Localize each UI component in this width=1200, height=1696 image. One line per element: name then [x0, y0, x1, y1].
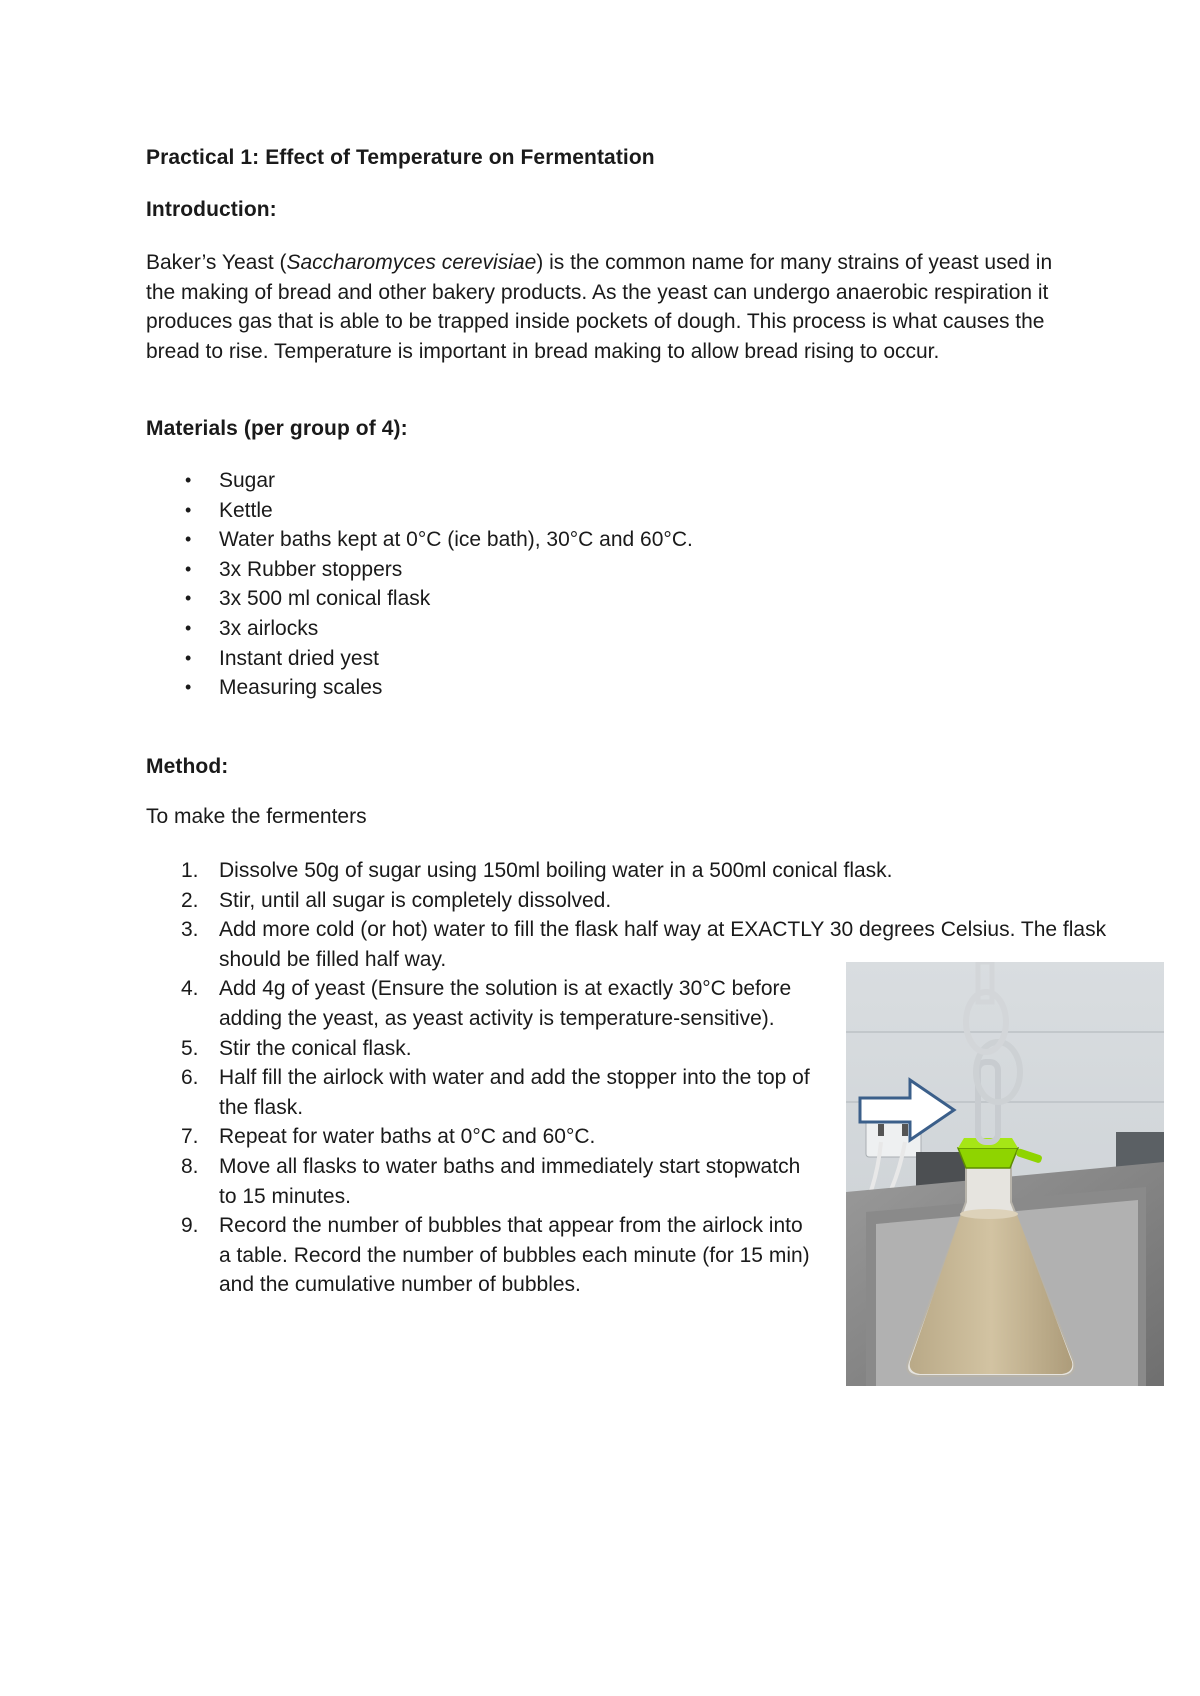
method-step	[146, 856, 1164, 886]
step-number: 7.	[181, 1125, 199, 1149]
materials-item-label: 3x 500 ml conical flask	[219, 587, 431, 611]
method-step	[146, 1122, 819, 1152]
method-step	[146, 974, 819, 1033]
introduction-paragraph	[146, 248, 1081, 366]
method-step	[146, 1152, 819, 1211]
bullet-icon: •	[185, 677, 192, 698]
fermenter-photo	[846, 962, 1164, 1386]
bullet-icon: •	[185, 529, 192, 550]
step-text: Add more cold (or hot) water to fill the flask half way at EXACTLY 30 degrees Celsius. The flask should be filled half way.	[219, 918, 1107, 971]
materials-item	[146, 525, 693, 555]
method-step	[146, 1063, 819, 1122]
step-number: 5.	[181, 1036, 199, 1060]
materials-item-label: Instant dried yest	[219, 646, 379, 670]
step-text: Half fill the airlock with water and add the stopper into the top of the flask.	[219, 1066, 810, 1119]
step-number: 1.	[181, 859, 199, 882]
fermenter-photo-illustration	[846, 962, 1164, 1386]
step-text: Dissolve 50g of sugar using 150ml boiling water in a 500ml conical flask.	[219, 859, 893, 882]
step-text: Stir the conical flask.	[219, 1036, 412, 1060]
materials-item	[146, 555, 693, 585]
bullet-icon: •	[185, 558, 192, 579]
materials-item	[146, 466, 693, 496]
materials-item-label: Sugar	[219, 469, 276, 492]
bullet-icon: •	[185, 647, 192, 668]
step-text: Record the number of bubbles that appear from the airlock into a table. Record the number of bubbles each minute (for 15 min) and the cumulative number of bubbles.	[219, 1214, 810, 1297]
bullet-icon: •	[185, 617, 192, 638]
materials-item	[146, 673, 693, 703]
method-step	[146, 886, 1164, 916]
bullet-icon: •	[185, 588, 192, 609]
materials-item-label: Kettle	[219, 498, 273, 522]
introduction-heading: Introduction:	[146, 198, 277, 221]
step-text: Repeat for water baths at 0°C and 60°C.	[219, 1125, 596, 1149]
method-step	[146, 1034, 819, 1064]
step-number: 6.	[181, 1066, 199, 1090]
step-number: 2.	[181, 888, 199, 912]
step-number: 8.	[181, 1154, 199, 1178]
step-number: 4.	[181, 977, 199, 1001]
materials-heading: Materials (per group of 4):	[146, 417, 408, 440]
bullet-icon: •	[185, 470, 192, 490]
materials-item-label: 3x Rubber stoppers	[219, 557, 403, 581]
method-step	[146, 1211, 819, 1300]
materials-item	[146, 614, 693, 644]
materials-item-label: Measuring scales	[219, 676, 383, 700]
step-text: Move all flasks to water baths and immediately start stopwatch to 15 minutes.	[219, 1154, 801, 1208]
materials-item	[146, 496, 693, 526]
document-title: Practical 1: Effect of Temperature on Fermentation	[146, 146, 655, 169]
materials-list	[146, 466, 693, 703]
bullet-icon: •	[185, 499, 192, 520]
materials-item-label: Water baths kept at 0°C (ice bath), 30°C and 60°C.	[219, 528, 693, 552]
step-number: 3.	[181, 918, 199, 942]
materials-item-label: 3x airlocks	[219, 616, 319, 640]
intro-text-start: Baker’s Yeast (	[146, 251, 287, 274]
materials-item	[146, 584, 693, 614]
step-text: Stir, until all sugar is completely dissolved.	[219, 888, 612, 912]
species-name: Saccharomyces cerevisiae	[286, 251, 537, 274]
materials-item	[146, 644, 693, 674]
step-number: 9.	[181, 1214, 199, 1238]
step-text: Add 4g of yeast (Ensure the solution is at exactly 30°C before adding the yeast, as yeast activity is temperature-sensitive).	[219, 977, 792, 1030]
intro-text-rest: ) is the common name for many strains of yeast used in the making of bread and other bakery products. As the yeast can undergo anaerobic respiration it produces gas that is able to be trapped inside pockets of dough. This process is what causes the bread to rise. Temperature is important in bread making to allow bread rising to occur.	[146, 251, 1053, 363]
method-subheading: To make the fermenters	[146, 805, 367, 828]
method-heading: Method:	[146, 755, 229, 778]
